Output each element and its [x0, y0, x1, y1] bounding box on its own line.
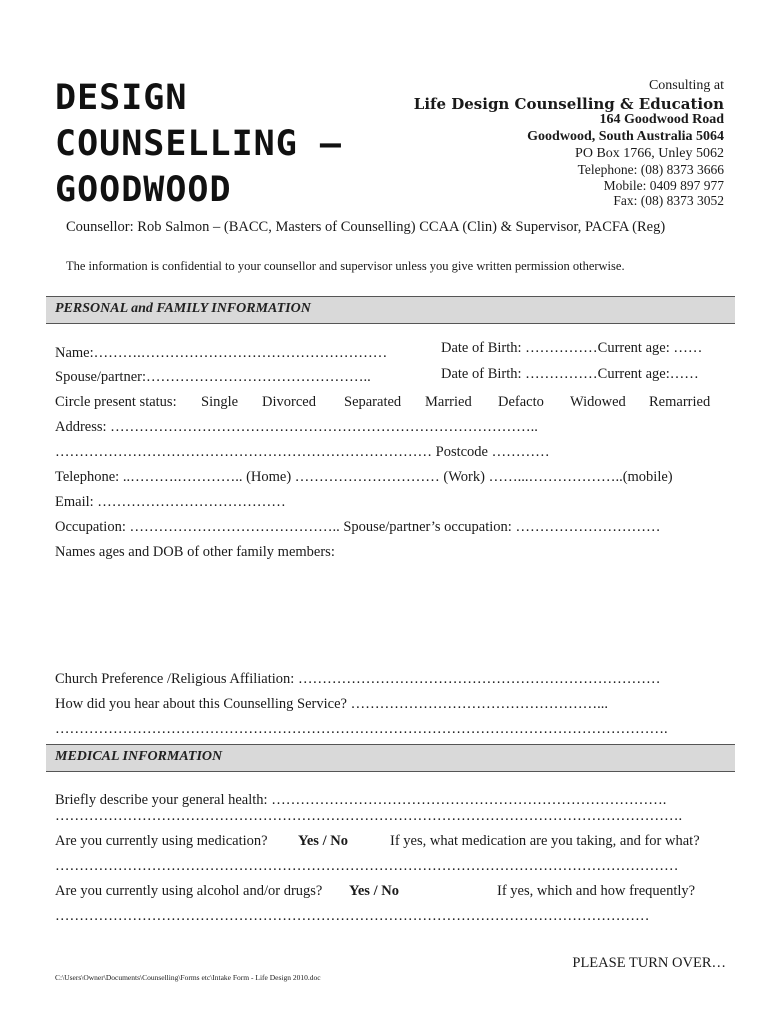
alcohol-yes-no[interactable]: Yes / No — [349, 883, 399, 899]
family-members-label: Names ages and DOB of other family members: — [55, 544, 335, 560]
status-option-single[interactable]: Single — [201, 394, 239, 410]
dob-field-2[interactable]: Date of Birth: ……………Current age:…… — [441, 366, 699, 382]
po-box: PO Box 1766, Unley 5062 — [575, 146, 724, 161]
church-field[interactable]: Church Preference /Religious Affiliation: ………………………………………………………………… — [55, 671, 661, 687]
email-field[interactable]: Email: ………………………………… — [55, 494, 286, 510]
logo-line-3: GOODWOOD — [55, 170, 232, 210]
status-label: Circle present status: — [55, 394, 177, 410]
medication-yes-no[interactable]: Yes / No — [298, 833, 348, 849]
alcohol-question: Are you currently using alcohol and/or drugs? — [55, 883, 323, 899]
medical-section-heading — [46, 744, 735, 772]
address-suburb: Goodwood, South Australia 5064 — [527, 129, 724, 144]
counsellor-line: Counsellor: Rob Salmon – (BACC, Masters of Counselling) CCAA (Clin) & Supervisor, PACFA (Reg) — [66, 219, 666, 235]
org-name: Life Design Counselling & Education — [413, 95, 724, 113]
contact-telephone: Telephone: (08) 8373 3666 — [577, 162, 724, 177]
personal-section-heading — [46, 296, 735, 324]
name-field[interactable]: Name:……….…………………………………………… — [55, 345, 388, 361]
medication-followup: If yes, what medication are you taking, and for what? — [390, 833, 700, 849]
status-option-defacto[interactable]: Defacto — [498, 394, 544, 410]
status-option-married[interactable]: Married — [425, 394, 472, 410]
medication-question: Are you currently using medication? — [55, 833, 268, 849]
logo-line-2: COUNSELLING – — [55, 124, 342, 164]
file-path: C:\Users\Owner\Documents\Counselling\Forms etc\Intake Form - Life Design 2010.doc — [55, 973, 321, 982]
telephone-field[interactable]: Telephone: ..……….………….. (Home) ………………………… (Work) ……...………………..(mobile) — [55, 469, 673, 485]
address-postcode-field[interactable]: …………………………………………………………………… Postcode ………… — [55, 444, 550, 460]
spouse-field[interactable]: Spouse/partner:……………………………………….. — [55, 369, 371, 385]
personal-heading-text: PERSONAL and FAMILY INFORMATION — [55, 301, 311, 316]
alcohol-followup: If yes, which and how frequently? — [497, 883, 696, 899]
status-option-separated[interactable]: Separated — [344, 394, 402, 410]
general-health-field[interactable]: Briefly describe your general health: ………………………………………………………………………. — [55, 792, 667, 808]
status-option-remarried[interactable]: Remarried — [649, 394, 711, 410]
please-turn-over: PLEASE TURN OVER… — [572, 955, 726, 971]
heard-about-field[interactable]: How did you hear about this Counselling Service? ……………………………………………... — [55, 696, 608, 712]
address-street: 164 Goodwood Road — [599, 112, 724, 127]
address-field[interactable]: Address: …………………………………………………………………………….. — [55, 419, 538, 435]
occupation-field[interactable]: Occupation: …………………………………….. Spouse/partner’s occupation: ………………………… — [55, 519, 661, 535]
medical-heading-text: MEDICAL INFORMATION — [55, 749, 223, 764]
general-health-dots[interactable]: …………………………………………………………………………………………………………………. — [55, 808, 683, 824]
dob-field-1[interactable]: Date of Birth: ……………Current age: …… — [441, 340, 703, 356]
logo-line-1: DESIGN — [55, 78, 188, 118]
consulting-at: Consulting at — [648, 78, 724, 93]
contact-mobile: Mobile: 0409 897 977 — [603, 178, 724, 193]
alcohol-dots[interactable]: …………………………………………………………………………………………………………… — [55, 908, 650, 924]
confidential-note: The information is confidential to your counsellor and supervisor unless you give written permission otherwise. — [66, 259, 625, 273]
contact-fax: Fax: (08) 8373 3052 — [613, 193, 724, 208]
heard-about-dots[interactable]: ………………………………………………………………………………………………………………. — [55, 721, 668, 737]
medication-dots[interactable]: ………………………………………………………………………………………………………………… — [55, 858, 679, 874]
status-option-widowed[interactable]: Widowed — [570, 394, 626, 410]
status-option-divorced[interactable]: Divorced — [262, 394, 316, 410]
